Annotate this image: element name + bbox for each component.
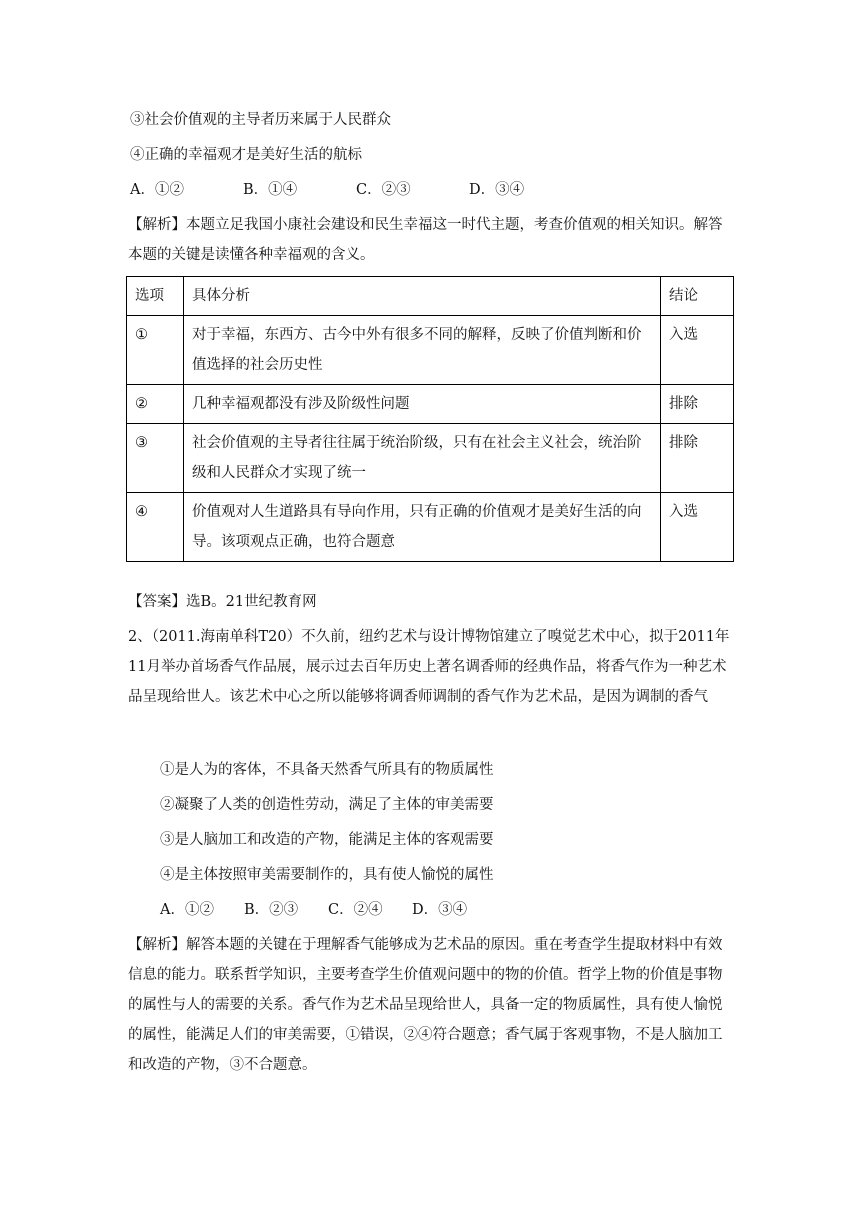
q1-choice-a: A．①②	[130, 182, 184, 198]
q1-choice-b: B．①④	[243, 182, 298, 198]
q2-analysis: 【解析】解答本题的关键在于理解香气能够成为艺术品的原因。重在考查学生提取材料中有效信息的能力。联系哲学知识，主要考查学生价值观问题中的物的价值。哲学上物的价值是事物的属性与人的需要的关系。香气作为艺术品呈现给世人，具备一定的物质属性，具有使人愉悦的属性，能满足人们的审美需要，①错误，②④符合题意；香气属于客观事物，不是人脑加工和改造的产物，③不合题意。	[128, 937, 723, 1073]
q2-choice-a: A．①②	[160, 902, 214, 918]
q1-analysis: 【解析】本题立足我国小康社会建设和民生幸福这一时代主题，考查价值观的相关知识。解答本题的关键是读懂各种幸福观的含义。	[128, 217, 723, 263]
q2-option-1: ①是人为的客体，不具备天然香气所具有的物质属性	[160, 762, 494, 778]
table-cell: 社会价值观的主导者往往属于统治阶级，只有在社会主义社会，统治阶级和人民群众才实现了统一	[184, 424, 661, 493]
table-cell: ③	[127, 424, 184, 493]
analysis-table	[126, 276, 734, 562]
table-header-cell: 选项	[127, 277, 184, 316]
q1-choice-c: C．②③	[356, 182, 411, 198]
q2-choice-c: C．②④	[328, 902, 383, 918]
q2-option-3: ③是人脑加工和改造的产物，能满足主体的客观需要	[160, 832, 494, 848]
q2-choices	[160, 896, 766, 924]
table-row	[127, 493, 734, 562]
q2-choice-d: D．③④	[412, 902, 468, 918]
table-cell: 排除	[661, 424, 734, 493]
table-cell: ④	[127, 493, 184, 562]
q1-option-4: ④正确的幸福观才是美好生活的航标	[130, 147, 362, 163]
table-row	[127, 424, 734, 493]
table-row	[127, 316, 734, 385]
q1-option-3: ③社会价值观的主导者历来属于人民群众	[130, 112, 391, 128]
table-row	[127, 385, 734, 424]
q1-answer: 【答案】选B。21世纪教育网	[128, 594, 317, 610]
table-header-cell: 具体分析	[184, 277, 661, 316]
q2-option-2: ②凝聚了人类的创造性劳动，满足了主体的审美需要	[160, 797, 494, 813]
q1-choices	[130, 176, 736, 204]
table-cell: 几种幸福观都没有涉及阶级性问题	[184, 385, 661, 424]
table-header-cell: 结论	[661, 277, 734, 316]
table-cell: 入选	[661, 493, 734, 562]
q2-stem: 2、（2011.海南单科T20）不久前，纽约艺术与设计博物馆建立了嗅觉艺术中心，拟于2011年11月举办首场香气作品展，展示过去百年历史上著名调香师的经典作品，将香气作为一种艺术品呈现给世人。该艺术中心之所以能够将调香师调制的香气作为艺术品，是因为调制的香气	[128, 629, 730, 705]
table-cell: 排除	[661, 385, 734, 424]
q2-choice-b: B．②③	[244, 902, 299, 918]
table-cell: ②	[127, 385, 184, 424]
q1-choice-d: D．③④	[469, 182, 525, 198]
q2-option-4: ④是主体按照审美需要制作的，具有使人愉悦的属性	[160, 867, 494, 883]
table-cell: ①	[127, 316, 184, 385]
table-header-row	[127, 277, 734, 316]
table-cell: 对于幸福，东西方、古今中外有很多不同的解释，反映了价值判断和价值选择的社会历史性	[184, 316, 661, 385]
table-cell: 入选	[661, 316, 734, 385]
table-cell: 价值观对人生道路具有导向作用，只有正确的价值观才是美好生活的向导。该项观点正确，也符合题意	[184, 493, 661, 562]
